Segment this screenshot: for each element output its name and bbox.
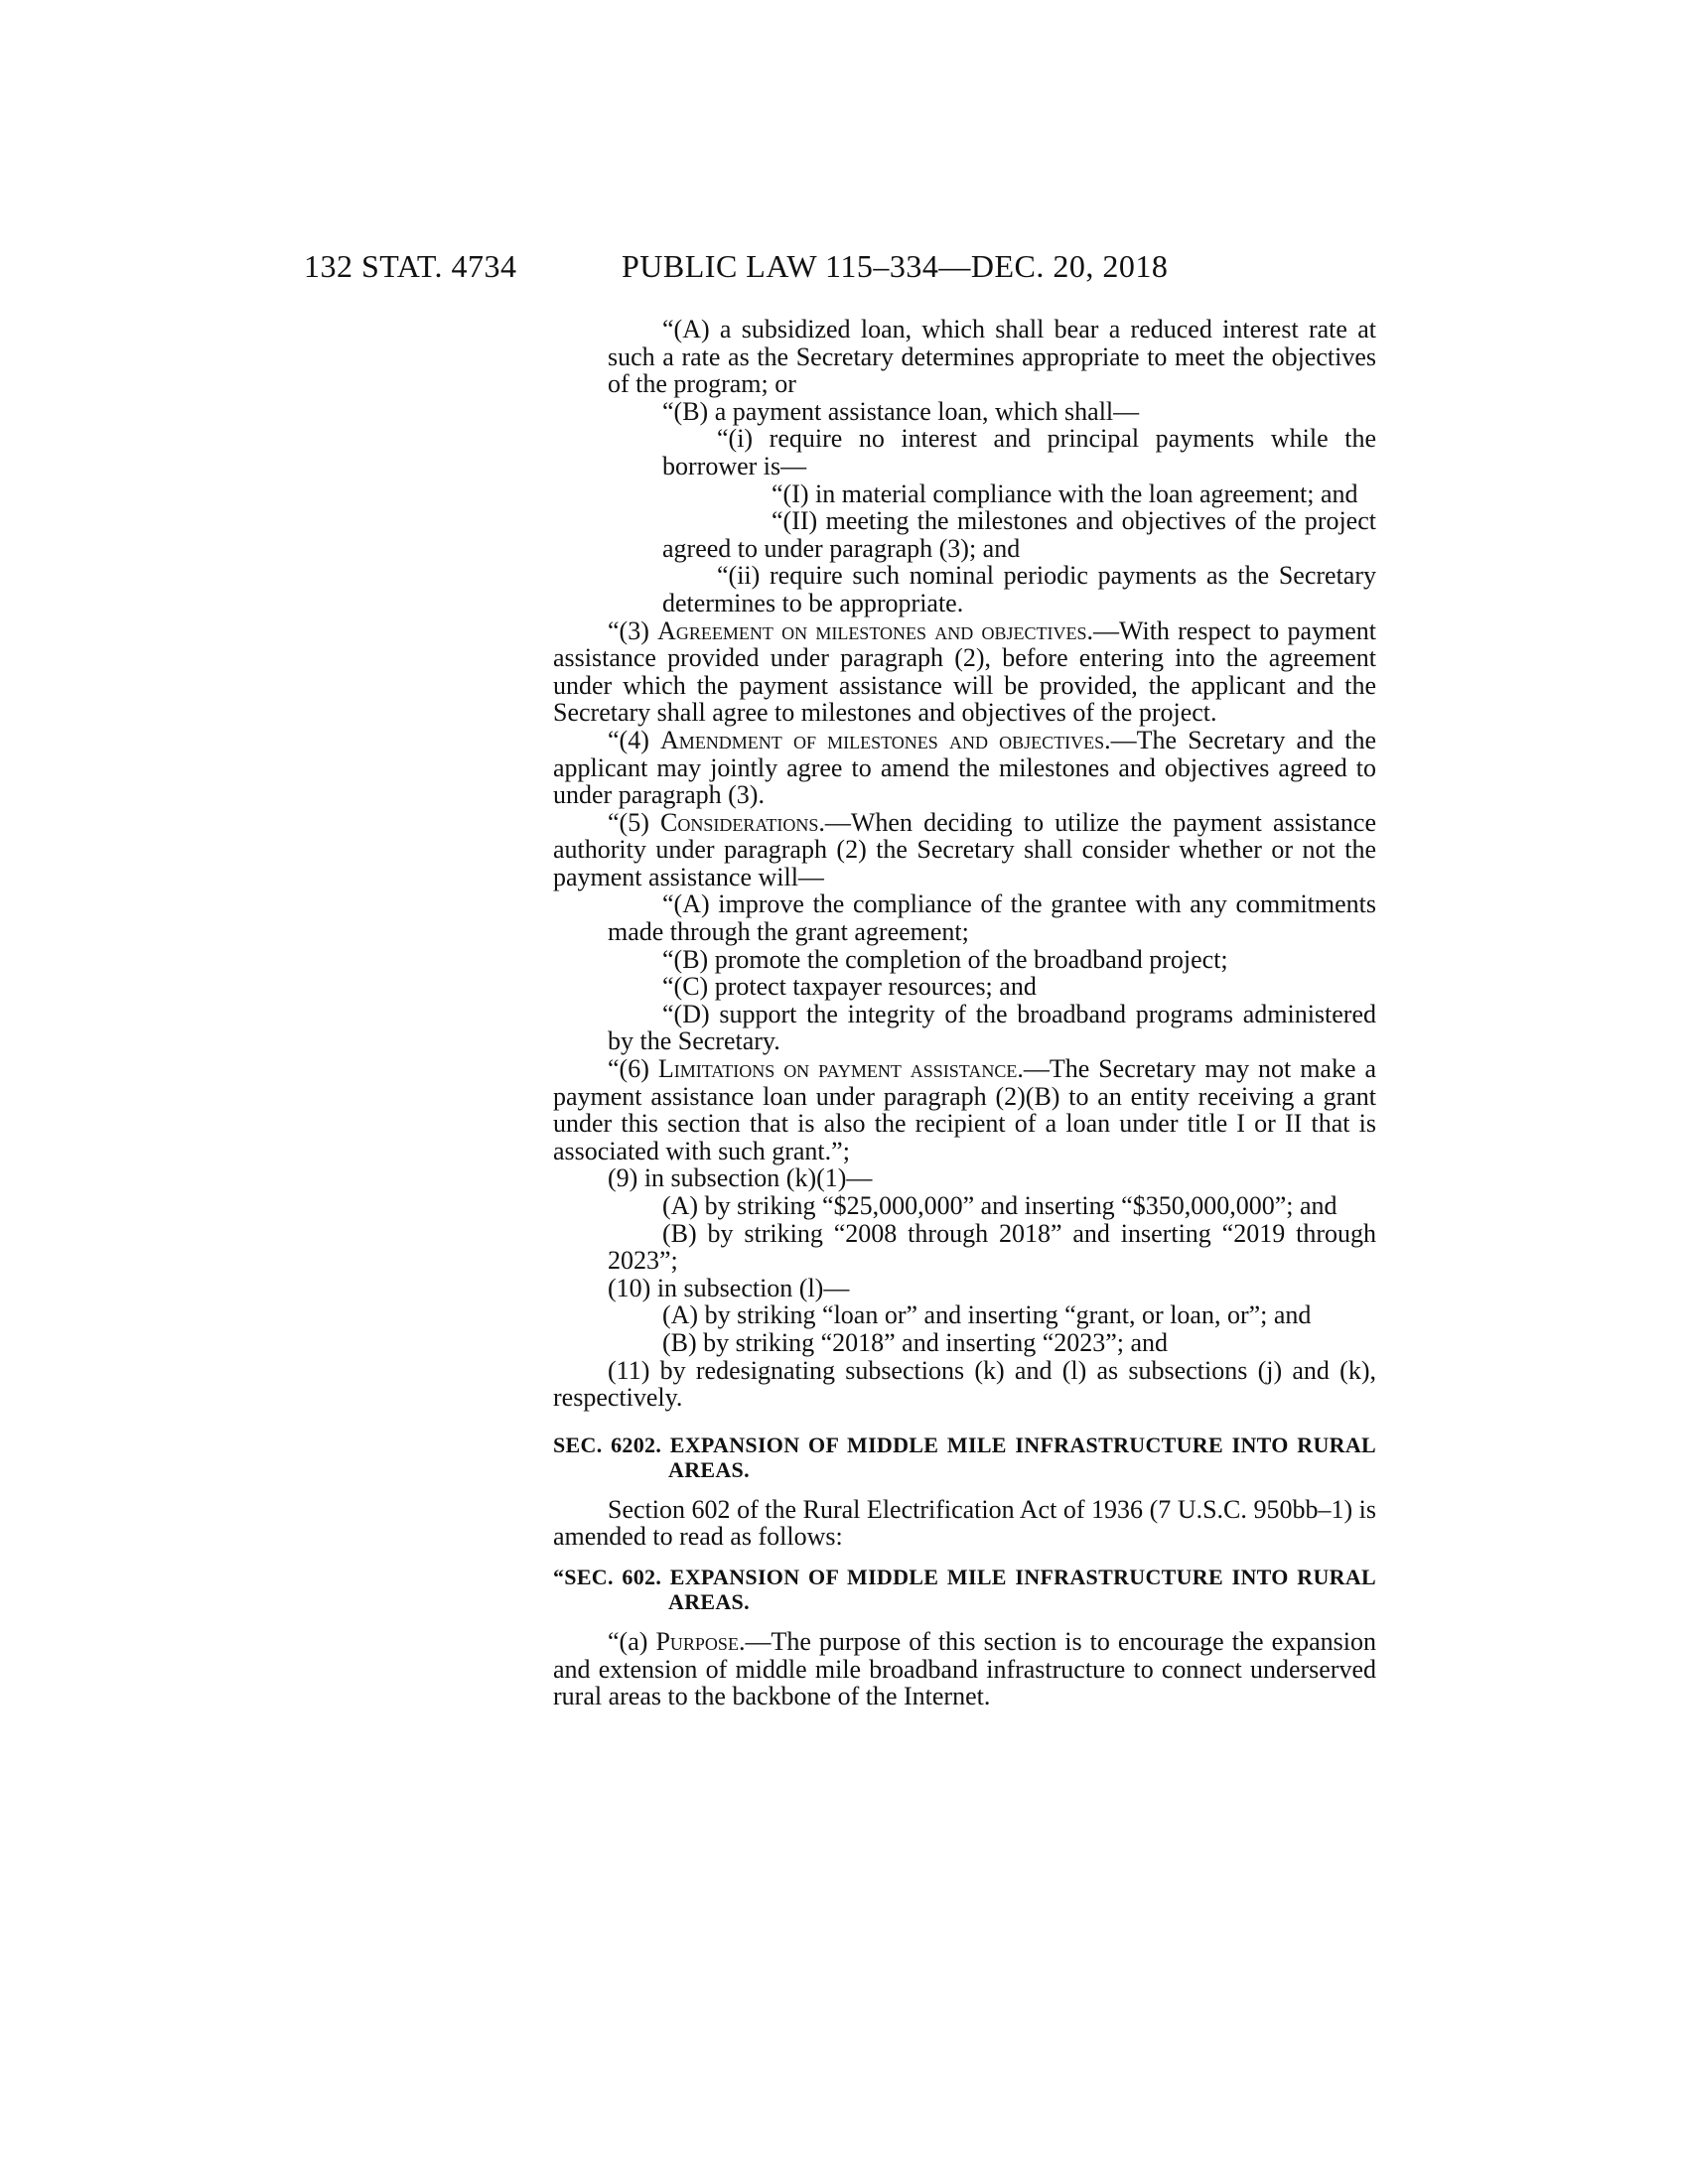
running-header: PUBLIC LAW 115–334—DEC. 20, 2018 <box>622 248 1169 284</box>
paragraph-payment-assistance-loan: “(B) a payment assistance loan, which shall— <box>662 396 1140 426</box>
paragraph-heading: Amendment of milestones and objectives <box>660 725 1105 754</box>
statute-page-number: 132 STAT. 4734 <box>304 248 517 284</box>
amendment-9: (9) in subsection (k)(1)— <box>608 1163 873 1193</box>
paragraph-text: .—With respect to payment assistance provided under paragraph (2), before entering into the agreement under which the payment assistance will be provided, the applicant and the Secretary shall agree to milestones and objectives of the project. <box>553 615 1376 728</box>
amendment-10-a: (A) by striking “loan or” and inserting “grant, or loan, or”; and <box>662 1300 1312 1330</box>
document-body <box>553 316 1376 1710</box>
paragraph-heading: Purpose <box>655 1626 739 1656</box>
paragraph-text: .—The Secretary may not make a payment assistance loan under paragraph (2)(B) to an entity receiving a grant under this section that is also the recipient of a loan under title I or II that is associated with such grant.”; <box>553 1054 1376 1165</box>
paragraph-subsidized-loan: “(A) a subsidized loan, which shall bear a reduced interest rate at such a rate as the Secretary determines appropriate to meet the objectives of the program; or <box>608 315 1376 399</box>
paragraph-number: “(5) <box>608 807 661 837</box>
clause-nominal-payments: “(ii) require such nominal periodic payments as the Secretary determines to be appropriate. <box>662 561 1376 617</box>
section-heading-602: “SEC. 602. EXPANSION OF MIDDLE MILE INFRASTRUCTURE INTO RURAL AREAS. <box>553 1564 1376 1614</box>
consideration-c: “(C) protect taxpayer resources; and <box>662 972 1037 1002</box>
paragraph-considerations <box>553 809 1376 891</box>
paragraph-text: .—When deciding to utilize the payment assistance authority under paragraph (2) the Secretary shall consider whether or not the payment assistance will— <box>553 807 1376 891</box>
paragraph-number: “(3) <box>608 615 658 645</box>
paragraph-text: .—The purpose of this section is to encourage the expansion and extension of middle mile broadband infrastructure to connect underserved rural areas to the backbone of the Internet. <box>553 1626 1376 1711</box>
consideration-d: “(D) support the integrity of the broadband programs administered by the Secretary. <box>608 999 1376 1056</box>
amendment-9-a: (A) by striking “$25,000,000” and inserting “$350,000,000”; and <box>662 1191 1337 1220</box>
paragraph-amendment-milestones <box>553 727 1376 809</box>
paragraph-text: .—The Secretary and the applicant may jointly agree to amend the milestones and objectives agreed to under paragraph (3). <box>553 725 1377 810</box>
paragraph-purpose <box>553 1628 1376 1710</box>
paragraph-number: “(4) <box>608 725 661 754</box>
amendment-11: (11) by redesignating subsections (k) and (l) as subsections (j) and (k), respectively. <box>553 1355 1376 1413</box>
paragraph-limitations <box>553 1055 1376 1164</box>
amendment-9-b: (B) by striking “2008 through 2018” and inserting “2019 through 2023”; <box>608 1218 1376 1276</box>
paragraph-heading: Agreement on milestones and objectives <box>657 615 1087 645</box>
clause-no-interest: “(i) require no interest and principal payments while the borrower is— <box>662 424 1376 480</box>
section-intro-text: Section 602 of the Rural Electrification Act of 1936 (7 U.S.C. 950bb–1) is amended to read as follows: <box>553 1494 1376 1552</box>
subclause-milestones: “(II) meeting the milestones and objectives of the project agreed to under paragraph (3); and <box>662 506 1376 563</box>
consideration-a: “(A) improve the compliance of the grantee with any commitments made through the grant agreement; <box>608 889 1376 947</box>
amendment-10: (10) in subsection (l)— <box>608 1273 850 1302</box>
paragraph-heading: Limitations on payment assistance <box>657 1054 1018 1084</box>
amendment-10-b: (B) by striking “2018” and inserting “2023”; and <box>662 1327 1169 1357</box>
paragraph-number: “(a) <box>608 1626 656 1656</box>
consideration-b: “(B) promote the completion of the broadband project; <box>662 944 1228 974</box>
section-heading-6202: SEC. 6202. EXPANSION OF MIDDLE MILE INFRASTRUCTURE INTO RURAL AREAS. <box>553 1432 1376 1482</box>
paragraph-heading: Considerations <box>660 807 819 837</box>
subclause-compliance: “(I) in material compliance with the loan agreement; and <box>772 478 1358 508</box>
paragraph-number: “(6) <box>608 1054 658 1084</box>
paragraph-agreement-milestones <box>553 617 1376 727</box>
